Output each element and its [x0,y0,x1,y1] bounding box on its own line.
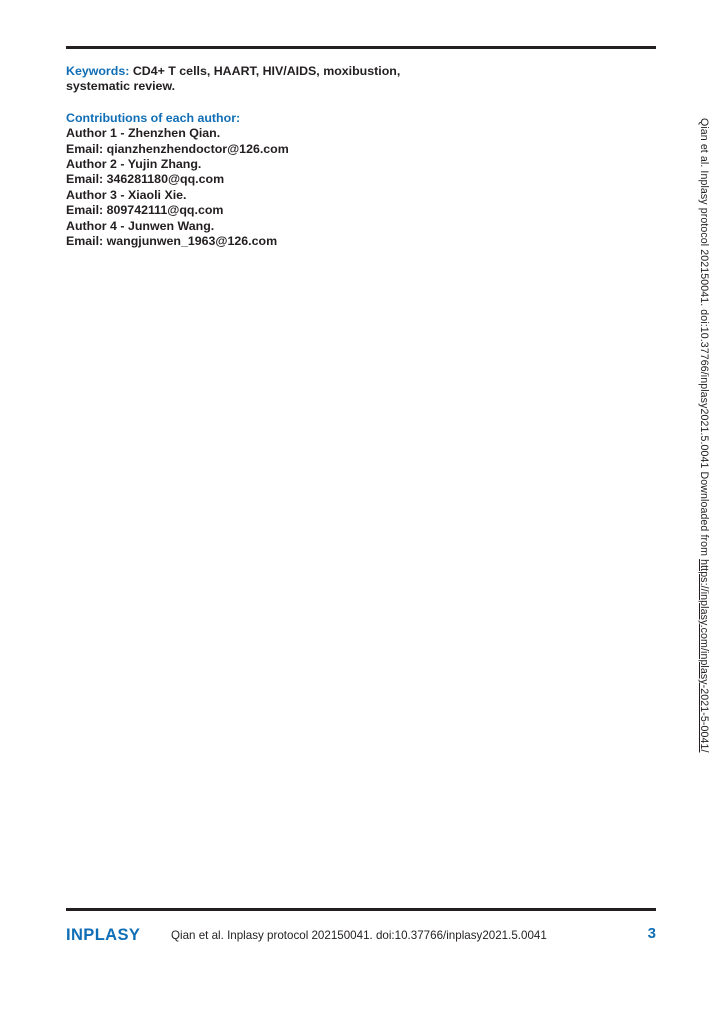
contribution-line: Author 3 - Xiaoli Xie. [66,187,187,202]
contribution-line: Email: qianzhenzhendoctor@126.com [66,141,289,156]
contribution-line: Author 1 - Zhenzhen Qian. [66,126,221,141]
vertical-citation-link[interactable]: https://inplasy.com/inplasy-2021-5-0041/ [698,559,710,753]
page-number: 3 [647,925,656,942]
keywords-text: CD4+ T cells, HAART, HIV/AIDS, moxibustion, systematic review. [66,64,401,94]
vertical-citation-note [694,118,710,858]
bottom-divider [66,908,656,911]
page-footer [66,922,656,952]
vertical-citation-text: Qian et al. Inplasy protocol 202150041. doi:10.37766/inplasy2021.5.0041 Downloaded from [698,118,710,560]
contribution-line: Email: wangjunwen_1963@126.com [66,234,278,249]
contributions-heading: Contributions of each author: [66,110,241,125]
page-content [66,64,466,249]
contribution-line: Email: 809742111@qq.com [66,203,224,218]
contribution-line: Email: 346281180@qq.com [66,172,225,187]
inplasy-logo: INPLASY [66,926,141,944]
footer-citation: Qian et al. Inplasy protocol 202150041. doi:10.37766/inplasy2021.5.0041 [171,929,547,942]
keywords-label: Keywords: [66,64,130,78]
top-divider [66,46,656,49]
keywords-paragraph [66,64,466,95]
contribution-line: Author 2 - Yujin Zhang. [66,157,202,172]
contribution-line: Author 4 - Junwen Wang. [66,218,215,233]
